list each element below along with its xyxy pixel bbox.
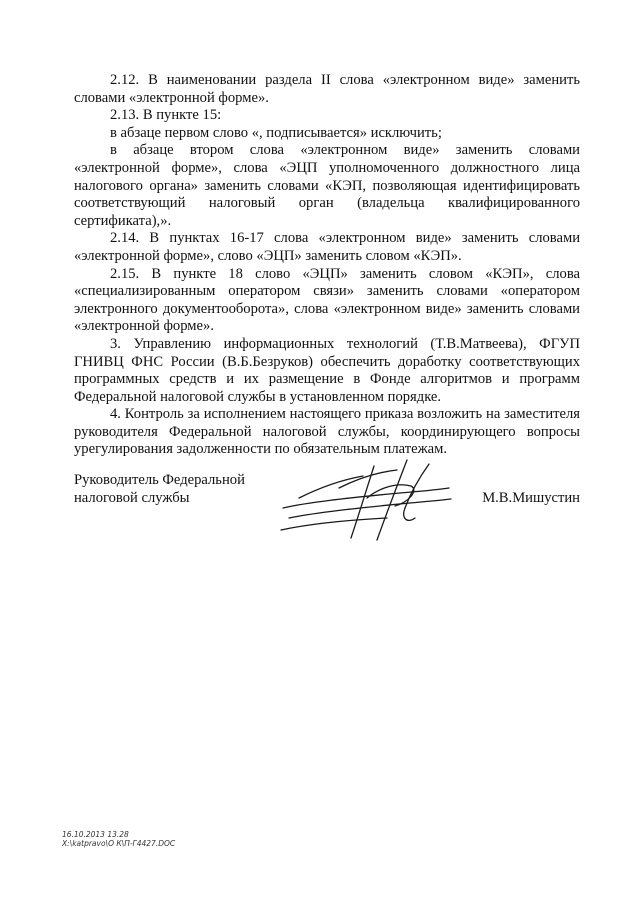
paragraph-2-14: 2.14. В пунктах 16-17 слова «электронном виде» заменить словами «электронной форме», слово «ЭЦП» заменить словом «КЭП». — [74, 230, 580, 264]
paragraph-2-13: 2.13. В пункте 15: — [110, 107, 222, 124]
document-footer — [62, 830, 175, 848]
signatory-title-line1: Руководитель Федеральной — [74, 472, 245, 488]
signature-block — [74, 472, 580, 542]
footer-timestamp: 16.10.2013 13.28 — [62, 830, 129, 839]
paragraph-2-15: 2.15. В пункте 18 слово «ЭЦП» заменить словом «КЭП», слова «специализированным оператором связи» заменить словами «оператором электронного документооборота», слова «электронном виде» заменить словами «электронной форме». — [74, 265, 580, 335]
signatory-title — [74, 472, 274, 507]
paragraph-2-12: 2.12. В наименовании раздела II слова «электронном виде» заменить словами «электронной форме». — [74, 72, 580, 106]
paragraph-3: 3. Управлению информационных технологий (Т.В.Матвеева), ФГУП ГНИВЦ ФНС России (В.Б.Безруков) обеспечить доработку соответствующих программных средств и их размещение в Фонде алгоритмов и программ Федеральной налоговой службы в установленном порядке. — [74, 335, 580, 405]
paragraph-2-13-b: в абзаце втором слова «электронном виде» заменить словами «электронной форме», слова «ЭЦП уполномоченного должностного лица налогового органа» заменить словами «КЭП, позволяющая идентифицировать соответствующий налоговый орган (владельца квалифицированного сертификата),». — [74, 142, 580, 229]
footer-file-path: X:\katpravo\О К\П-Г4427.DOC — [62, 839, 176, 848]
signatory-name: М.В.Мишустин — [482, 490, 580, 506]
paragraph-2-13-a: в абзаце первом слово «, подписывается» исключить; — [110, 124, 442, 141]
signatory-title-line2: налоговой службы — [74, 489, 190, 506]
document-body — [74, 72, 580, 459]
handwritten-signature — [279, 458, 459, 542]
paragraph-4: 4. Контроль за исполнением настоящего приказа возложить на заместителя руководителя Федеральной налоговой службы, координирующего вопросы урегулирования задолженности по обязательным платежам. — [74, 406, 580, 458]
